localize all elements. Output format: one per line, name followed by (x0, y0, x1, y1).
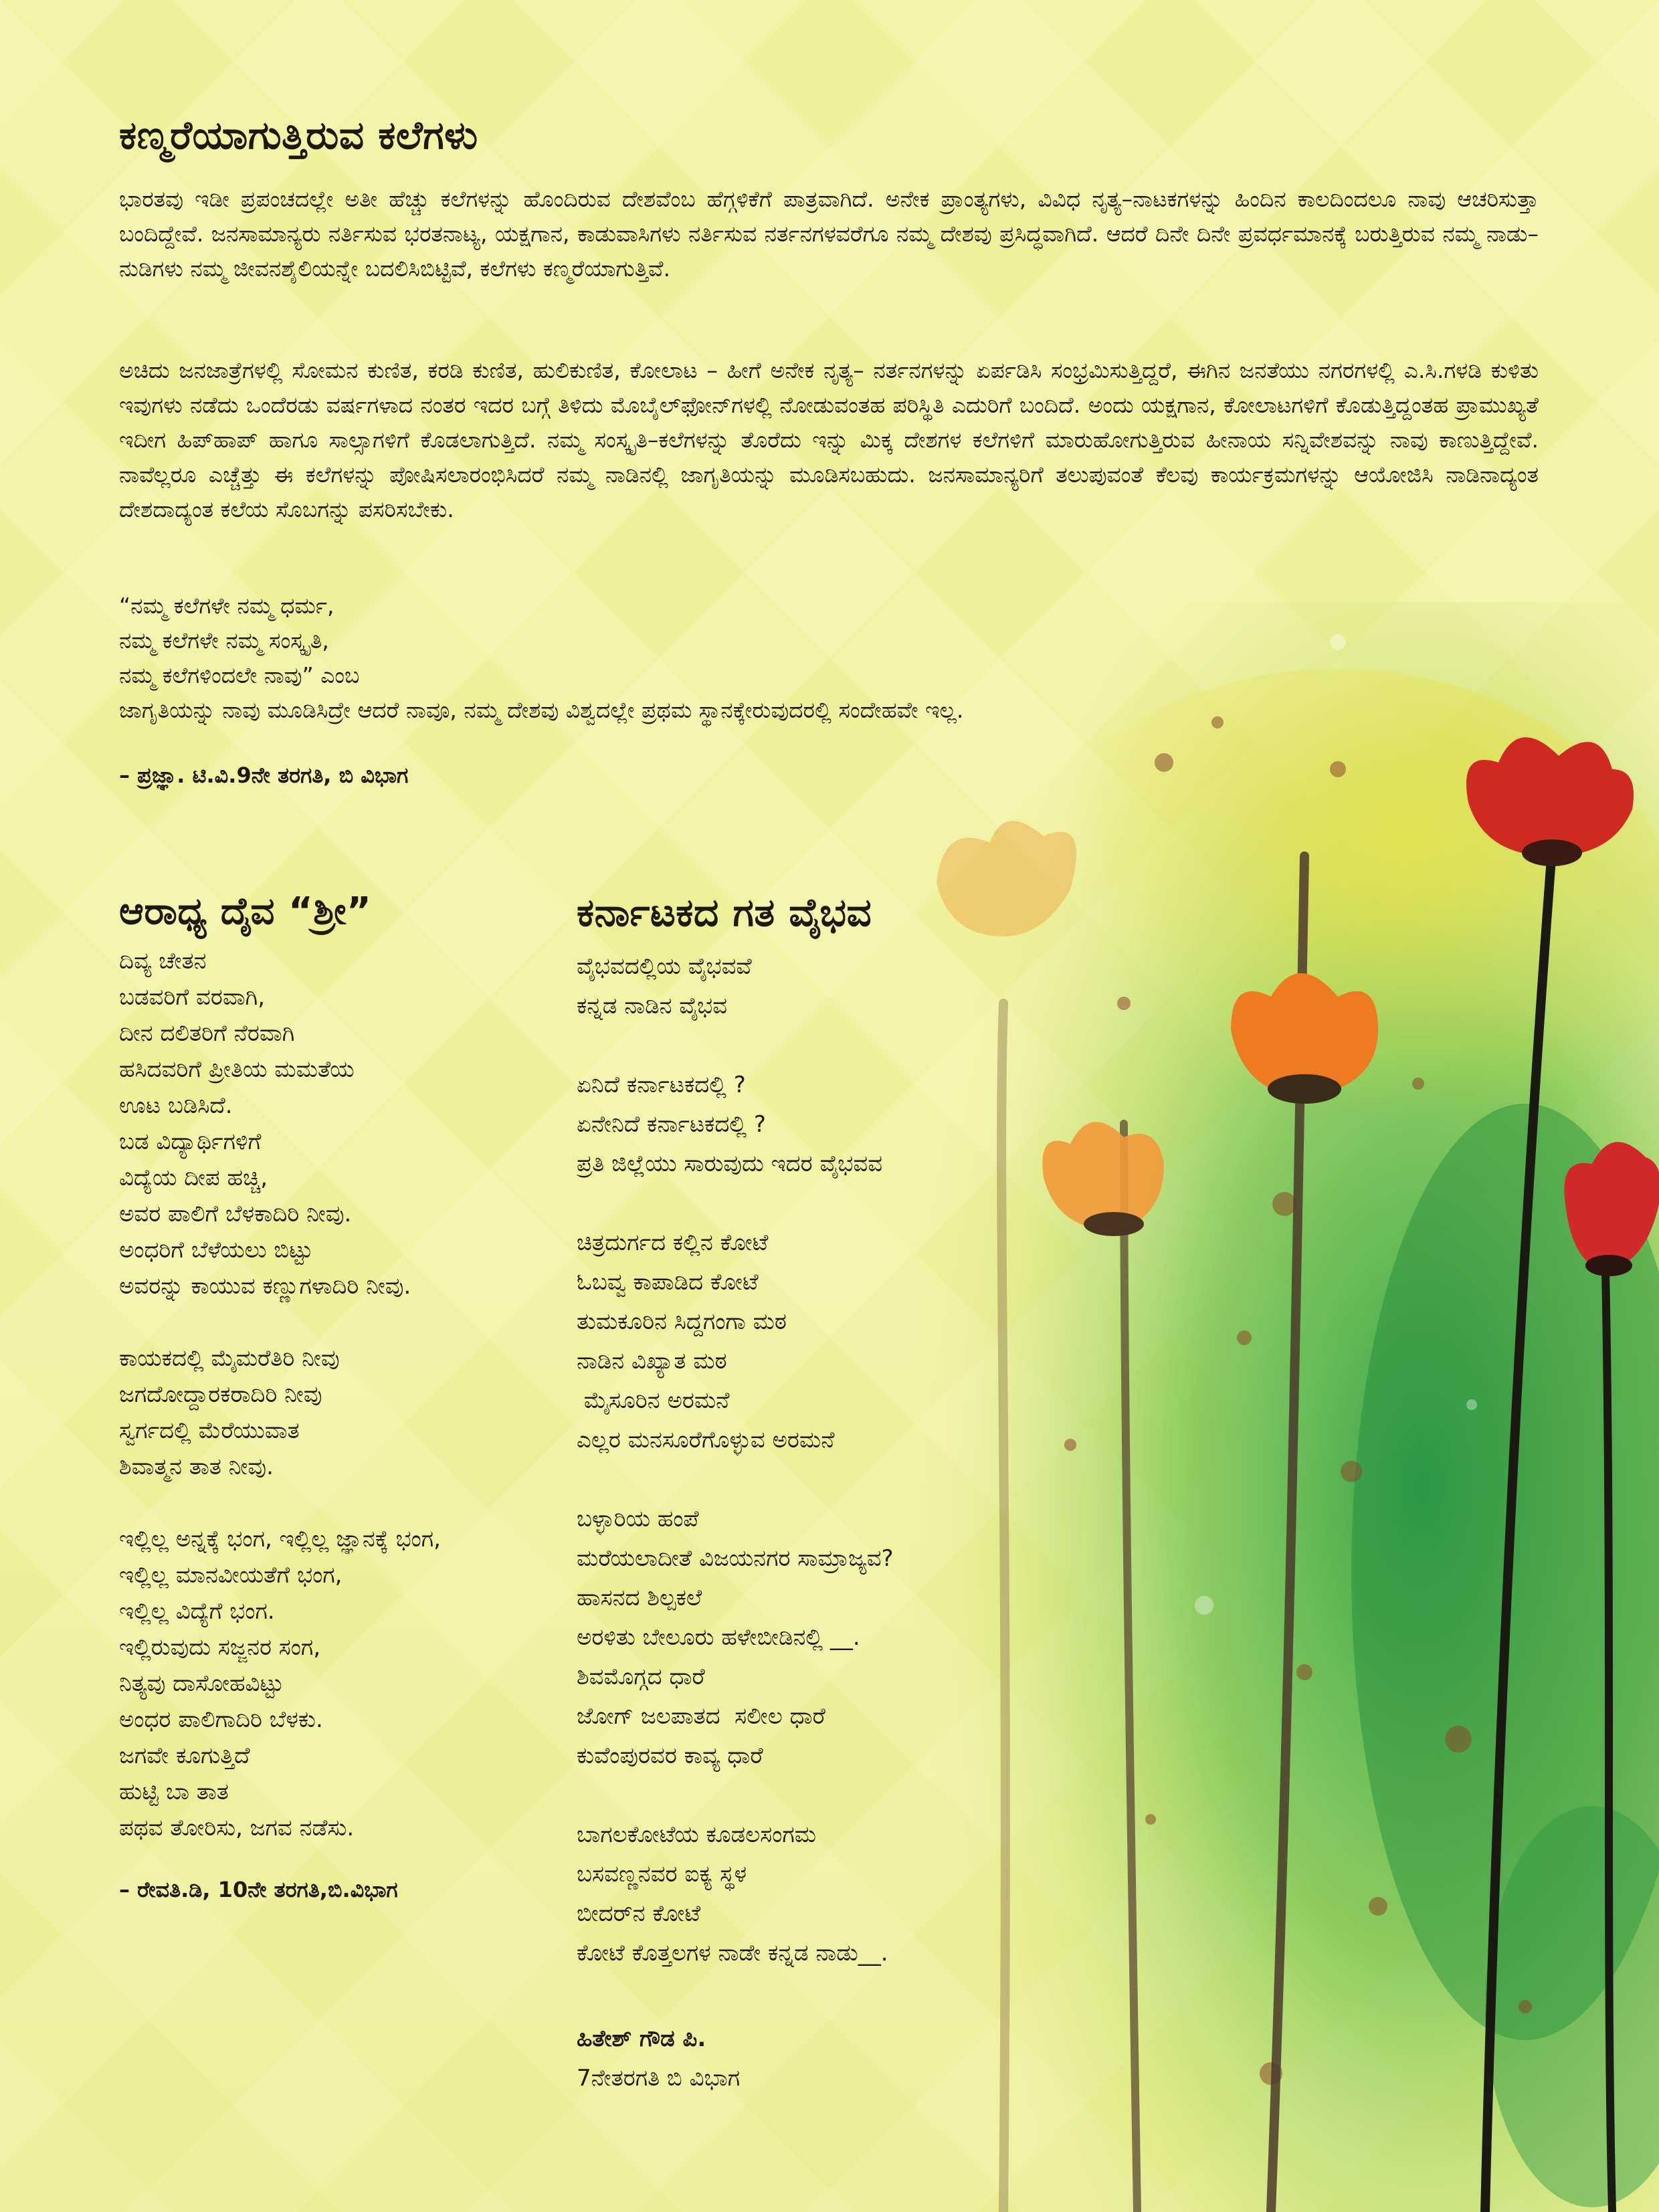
poem-line: ಜಗದೋದ್ದಾರಕರಾದಿರಿ ನೀವು (119, 1381, 322, 1408)
poem-line: ಅಂಧರ ಪಾಲಿಗಾದಿರಿ ಬೆಳಕು. (119, 1706, 323, 1733)
poem-line: ಎಲ್ಲರ ಮನಸೂರೆಗೊಳ್ಳುವ ಅರಮನೆ (577, 1427, 835, 1453)
poem-line: ಇಲ್ಲಿರುವುದು ಸಜ್ಜನರ ಸಂಗ, (119, 1634, 321, 1661)
poem-line: ಕೋಟೆ ಕೊತ್ತಲಗಳ ನಾಡೇ ಕನ್ನಡ ನಾಡು__. (577, 1940, 888, 1967)
poem-line: ಜೋಗ್ ಜಲಪಾತದ ಸಲೀಲ ಧಾರೆ (577, 1703, 825, 1730)
poem-line: ಬಡ ವಿದ್ಯಾರ್ಥಿಗಳಿಗೆ (119, 1128, 262, 1155)
poem-left-author-credit: – ರೇವತಿ.ಡಿ, 10ನೇ ತರಗತಿ,ಬಿ.ವಿಭಾಗ (119, 1877, 398, 1902)
poem-line: ಬೀದರ್‌ನ ಕೋಟೆ (577, 1900, 701, 1927)
article-title: ಕಣ್ಮರೆಯಾಗುತ್ತಿರುವ ಕಲೆಗಳು (119, 112, 478, 158)
poem-line: ವಿದ್ಯೆಯ ದೀಪ ಹಚ್ಚಿ, (119, 1165, 268, 1191)
poem-line: ಏನಿದೆ ಕರ್ನಾಟಕದಲ್ಲಿ ? (577, 1072, 746, 1098)
poem-line: ತುಮಕೂರಿನ ಸಿದ್ದಗಂಗಾ ಮಠ (577, 1308, 787, 1335)
poem-line: ವೈಭವದಲ್ಲಿಯ ವೈಭವವೆ (577, 953, 752, 980)
poem-line (119, 1304, 554, 1340)
poem-right-body (577, 947, 1179, 1973)
poem-line: ಅವರ ಪಾಲಿಗೆ ಬೆಳಕಾದಿರಿ ನೀವು. (119, 1201, 352, 1227)
poem-line: ಹಸಿದವರಿಗೆ ಪ್ರೀತಿಯ ಮಮತೆಯ (119, 1056, 355, 1083)
poem-line: ಅಂಧರಿಗೆ ಬೆಳೆಯಲು ಬಿಟ್ಟು (119, 1237, 313, 1264)
poem-left-body (119, 943, 554, 1846)
poem-line: ಓಬವ್ವ ಕಾಪಾಡಿದ ಕೋಟೆ (577, 1269, 759, 1296)
poem-line: ಕನ್ನಡ ನಾಡಿನ ವೈಭವ (577, 993, 728, 1019)
poem-line: ಹಾಸನದ ಶಿಲ್ಪಕಲೆ (577, 1585, 702, 1611)
quote-line: “ನಮ್ಮ ಕಲೆಗಳೇ ನಮ್ಮ ಧರ್ಮ, (119, 593, 334, 619)
poem-line (119, 1485, 554, 1521)
poem-line: ಅರಳಿತು ಬೇಲೂರು ಹಳೇಬೀಡಿನಲ್ಲಿ __. (577, 1624, 860, 1651)
poem-line: ಇಲ್ಲಿಲ್ಲ ವಿದ್ಯೆಗೆ ಭಂಗ. (119, 1598, 275, 1625)
article-paragraph-1: ಭಾರತವು ಇಡೀ ಪ್ರಪಂಚದಲ್ಲೇ ಅತೀ ಹೆಚ್ಚು ಕಲೆಗಳನ್ನು ಹೊಂದಿರುವ ದೇಶವೆಂಬ ಹೆಗ್ಗಳಿಕೆಗೆ ಪಾತ್ರವಾಗಿದೆ. ಅನೇಕ ಪ್ರಾಂತ್ಯಗಳು, ವಿವಿಧ ನೃತ್ಯ–ನಾಟಕಗಳನ್ನು ಹಿಂದಿನ ಕಾಲದಿಂದಲೂ ನಾವು ಆಚರಿಸುತ್ತಾ ಬಂದಿದ್ದೇವೆ. ಜನಸಾಮಾನ್ಯರು ನರ್ತಿಸುವ ಭರತನಾಟ್ಯ, ಯಕ್ಷಗಾನ, ಕಾಡುವಾಸಿಗಳು ನರ್ತಿಸುವ ನರ್ತನಗಳವರೆಗೂ ನಮ್ಮ ದೇಶವು ಪ್ರಸಿದ್ಧವಾಗಿದೆ. ಆದರೆ ದಿನೇ ದಿನೇ ಪ್ರವರ್ಧಮಾನಕ್ಕೆ ಬರುತ್ತಿರುವ ನಮ್ಮ ನಾಡು–ನುಡಿಗಳು ನಮ್ಮ ಜೀವನಶೈಲಿಯನ್ನೇ ಬದಲಿಸಿಬಿಟ್ಟಿವೆ, ಕಲೆಗಳು ಕಣ್ಮರೆಯಾಗುತ್ತಿವೆ. (119, 186, 1539, 282)
poem-line: ಜಗವೇ ಕೂಗುತ್ತಿದೆ (119, 1742, 250, 1769)
poem-left-title: ಆರಾಧ್ಯ ದೈವ “ಶ್ರೀ” (119, 890, 372, 933)
poem-line: ಬಾಗಲಕೋಟೆಯ ಕೂಡಲಸಂಗಮ (577, 1821, 817, 1848)
poem-line (577, 1776, 1179, 1815)
poem-line (577, 1184, 1179, 1223)
poem-line: ದೀನ ದಲಿತರಿಗೆ ನೆರವಾಗಿ (119, 1020, 295, 1047)
poem-line: ಶಿವಮೊಗ್ಗದ ಧಾರೆ (577, 1664, 705, 1690)
article-paragraph-2: ಅಚಿದು ಜನಜಾತ್ರೆಗಳಲ್ಲಿ ಸೋಮನ ಕುಣಿತ, ಕರಡಿ ಕುಣಿತ, ಹುಲಿಕುಣಿತ, ಕೋಲಾಟ – ಹೀಗೆ ಅನೇಕ ನೃತ್ಯ– ನರ್ತನಗಳನ್ನು ಏರ್ಪಡಿಸಿ ಸಂಭ್ರಮಿಸುತ್ತಿದ್ದರೆ, ಈಗಿನ ಜನತೆಯು ನಗರಗಳಲ್ಲಿ ಎ.ಸಿ.ಗಳಡಿ ಕುಳಿತು ಇವುಗಳು ನಡೆದು ಒಂದೆರಡು ವರ್ಷಗಳಾದ ನಂತರ ಇದರ ಬಗ್ಗೆ ತಿಳಿದು ಮೊಬೈಲ್‌ಫೋನ್‌ಗಳಲ್ಲಿ ನೋಡುವಂತಹ ಪರಿಸ್ಥಿತಿ ಎದುರಿಗೆ ಬಂದಿದೆ. ಅಂದು ಯಕ್ಷಗಾನ, ಕೋಲಾಟಗಳಿಗೆ ಕೊಡುತ್ತಿದ್ದಂತಹ ಪ್ರಾಮುಖ್ಯತೆ ಇದೀಗ ಹಿಪ್‌ಹಾಪ್ ಹಾಗೂ ಸಾಲ್ಸಾಗಳಿಗೆ ಕೊಡಲಾಗುತ್ತಿದೆ. ನಮ್ಮ ಸಂಸ್ಕೃತಿ–ಕಲೆಗಳನ್ನು ತೊರೆದು ಇನ್ನು ಮಿಕ್ಕ ದೇಶಗಳ ಕಲೆಗಳಿಗೆ ಮಾರುಹೋಗುತ್ತಿರುವ ಹೀನಾಯ ಸನ್ನಿವೇಶವನ್ನು ನಾವು ಕಾಣುತ್ತಿದ್ದೇವೆ. ನಾವೆಲ್ಲರೂ ಎಚ್ಚೆತ್ತು ಈ ಕಲೆಗಳನ್ನು ಪೋಷಿಸಲಾರಂಭಿಸಿದರೆ ನಮ್ಮ ನಾಡಿನಲ್ಲಿ ಜಾಗೃತಿಯನ್ನು ಮೂಡಿಸಬಹುದು. ಜನಸಾಮಾನ್ಯರಿಗೆ ತಲುಪುವಂತೆ ಕೆಲವು ಕಾರ್ಯಕ್ರಮಗಳನ್ನು ಆಯೋಜಿಸಿ ನಾಡಿನಾದ್ಯಂತ ದೇಶದಾದ್ಯಂತ ಕಲೆಯ ಸೊಬಗನ್ನು ಪಸರಿಸಬೇಕು. (119, 357, 1539, 522)
poem-line: ಕುವೆಂಪುರವರ ಕಾವ್ಯ ಧಾರೆ (577, 1742, 763, 1769)
poem-line: ಹುಟ್ಟಿ ಬಾ ತಾತ (119, 1779, 229, 1805)
poem-line: ನಾಡಿನ ವಿಖ್ಯಾತ ಮಠ (577, 1348, 727, 1375)
poem-line: ಊಟ ಬಡಿಸಿದೆ. (119, 1092, 233, 1119)
quote-line: ನಮ್ಮ ಕಲೆಗಳೇ ನಮ್ಮ ಸಂಸ್ಕೃತಿ, (119, 627, 329, 653)
poem-line: ಸ್ವರ್ಗದಲ್ಲಿ ಮೆರೆಯುವಾತ (119, 1417, 300, 1444)
poem-line (577, 1026, 1179, 1066)
poem-line: ಪ್ರತಿ ಜಿಲ್ಲೆಯು ಸಾರುವುದು ಇದರ ವೈಭವವ (577, 1150, 883, 1177)
quote-line: ಜಾಗೃತಿಯನ್ನು ನಾವು ಮೂಡಿಸಿದ್ರೇ ಆದರೆ ನಾವೂ, ನಮ್ಮ ದೇಶವು ವಿಶ್ವದಲ್ಲೇ ಪ್ರಥಮ ಸ್ಥಾನಕ್ಕೇರುವುದರಲ್ಲಿ ಸಂದೇಹವೇ ಇಲ್ಲ. (119, 697, 964, 723)
poem-line: ಬಡವರಿಗೆ ವರವಾಗಿ, (119, 984, 266, 1011)
article-quote (119, 589, 1539, 728)
poem-line: ಏನೇನಿದೆ ಕರ್ನಾಟಕದಲ್ಲಿ ? (577, 1111, 766, 1138)
poem-line: ಪಥವ ತೋರಿಸು, ಜಗವ ನಡೆಸು. (119, 1815, 355, 1841)
poem-line (577, 1460, 1179, 1500)
poem-right-title: ಕರ್ನಾಟಕದ ಗತ ವೈಭವ (577, 890, 872, 935)
poem-line: ಬಳ್ಳಾರಿಯ ಹಂಪೆ (577, 1506, 699, 1532)
poem-line: ಅವರನ್ನು ಕಾಯುವ ಕಣ್ಣುಗಳಾದಿರಿ ನೀವು. (119, 1273, 411, 1300)
poem-right-author-name: ಹಿತೇಶ್ ಗೌಡ ಪಿ. (577, 2025, 706, 2052)
poem-line: ಮರೆಯಲಾದೀತೆ ವಿಜಯನಗರ ಸಾಮ್ರಾಜ್ಯವ? (577, 1545, 894, 1572)
poem-line: ಚಿತ್ರದುರ್ಗದ ಕಲ್ಲಿನ ಕೋಟೆ (577, 1229, 769, 1256)
poem-line: ದಿವ್ಯ ಚೇತನ (119, 948, 207, 975)
quote-line: ನಮ್ಮ ಕಲೆಗಳಿಂದಲೇ ನಾವು” ಎಂಬ (119, 662, 360, 688)
article-author-credit: – ಪ್ರಜ್ಞಾ. ಟಿ.ವಿ.9ನೇ ತರಗತಿ, ಬಿ ವಿಭಾಗ (119, 763, 409, 788)
poem-line: ಬಸವಣ್ಣನವರ ಐಕ್ಯ ಸ್ಥಳ (577, 1861, 747, 1888)
poem-right-author-class: 7ನೇತರಗತಿ ಬಿ ವಿಭಾಗ (577, 2065, 741, 2092)
poem-line: ನಿತ್ಯವು ದಾಸೋಹವಿಟ್ಟು (119, 1670, 284, 1697)
poem-line: ಕಾಯಕದಲ್ಲಿ ಮೈಮರೆತಿರಿ ನೀವು (119, 1345, 340, 1372)
poem-line: ಇಲ್ಲಿಲ್ಲ ಅನ್ನಕ್ಕೆ ಭಂಗ, ಇಲ್ಲಿಲ್ಲ ಜ್ಞಾನಕ್ಕೆ ಭಂಗ, (119, 1526, 441, 1552)
poem-line: ಮೈಸೂರಿನ ಅರಮನೆ (577, 1387, 730, 1414)
poem-line: ಇಲ್ಲಿಲ್ಲ ಮಾನವೀಯತೆಗೆ ಭಂಗ, (119, 1562, 343, 1589)
poem-line: ಶಿವಾತ್ಮನ ತಾತ ನೀವು. (119, 1453, 274, 1480)
